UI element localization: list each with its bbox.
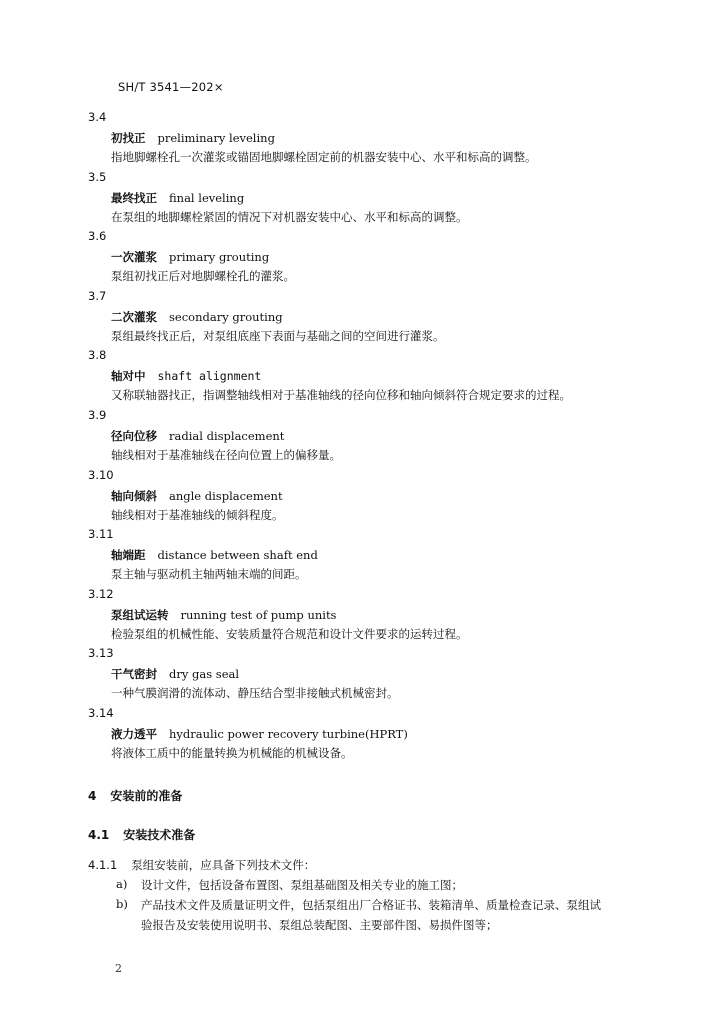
term-en: final leveling [169, 190, 245, 205]
term-number: 3.4 [88, 110, 107, 124]
term-en: distance between shaft end [157, 548, 318, 563]
term-entry [0, 468, 725, 528]
term-entry [0, 646, 725, 706]
term-entry [0, 527, 725, 587]
term-definition: 泵组初找正后对地脚螺栓孔的灌浆。 [111, 269, 295, 284]
term-entry [0, 170, 725, 230]
section-title: 安装前的准备 [110, 789, 183, 803]
term-en: preliminary leveling [157, 131, 275, 145]
term-entry [0, 289, 725, 349]
term-number: 3.13 [88, 646, 114, 661]
term-cn: 径向位移 [111, 428, 157, 443]
term-number: 3.8 [88, 348, 107, 363]
term-number: 3.11 [88, 527, 114, 542]
term-cn: 泵组试运转 [111, 607, 169, 622]
term-entry [0, 110, 725, 170]
term-definition: 轴线相对于基准轴线在径向位置上的偏移量。 [111, 447, 341, 462]
clause-text: 泵组安装前，应具备下列技术文件： [131, 858, 316, 872]
list-marker: a) [116, 877, 128, 891]
term-definition: 一种气膜润滑的流体动、静压结合型非接触式机械密封。 [111, 686, 399, 701]
term-cn: 干气密封 [111, 667, 157, 682]
term-cn: 轴对中 [111, 369, 146, 384]
term-definition: 又称联轴器找正，指调整轴线相对于基准轴线的径向位移和轴向倾斜符合规定要求的过程。 [111, 388, 571, 403]
term-en: secondary grouting [169, 309, 283, 324]
term-cn: 初找正 [111, 131, 146, 145]
term-definition: 将液体工质中的能量转换为机械能的机械设备。 [111, 745, 353, 760]
list-item-text: 产品技术文件及质量证明文件，包括泵组出厂合格证书、装箱清单、质量检查记录、泵组试 [141, 898, 601, 912]
term-entry [0, 706, 725, 766]
subsection-number: 4.1 [88, 828, 110, 842]
page-number: 2 [115, 962, 122, 975]
term-entry [0, 229, 725, 289]
subsection-heading [88, 826, 195, 843]
term-number: 3.6 [88, 229, 107, 244]
term-number: 3.10 [88, 467, 114, 482]
term-cn: 最终找正 [111, 190, 157, 205]
term-entry [0, 587, 725, 647]
term-number: 3.14 [88, 705, 114, 720]
term-en: radial displacement [169, 428, 285, 443]
term-en: shaft alignment [157, 369, 262, 384]
term-definition: 检验泵组的机械性能、安装质量符合规范和设计文件要求的运转过程。 [111, 626, 468, 641]
term-entry [0, 408, 725, 468]
list-item-text: 设计文件，包括设备布置图、泵组基础图及相关专业的施工图； [141, 878, 463, 892]
section-number: 4 [88, 789, 97, 803]
term-en: angle displacement [169, 488, 283, 503]
clause-number: 4.1.1 [88, 858, 118, 872]
term-entry [0, 348, 725, 408]
term-cn: 二次灌浆 [111, 309, 157, 324]
term-en: hydraulic power recovery turbine(HPRT) [169, 726, 408, 741]
term-cn: 轴端距 [111, 548, 146, 563]
term-cn: 轴向倾斜 [111, 488, 157, 503]
term-en: dry gas seal [169, 667, 240, 682]
list-marker: b) [116, 897, 128, 911]
term-definition: 在泵组的地脚螺栓紧固的情况下对机器安装中心、水平和标高的调整。 [111, 209, 468, 224]
term-list [0, 110, 725, 766]
term-number: 3.9 [88, 407, 107, 422]
clause-paragraph [88, 857, 315, 873]
term-cn: 液力透平 [111, 726, 157, 741]
list-item-continuation: 验报告及安装使用说明书、泵组总装配图、主要部件图、易损件图等； [141, 918, 498, 932]
term-number: 3.7 [88, 288, 107, 303]
term-definition: 泵组最终找正后，对泵组底座下表面与基础之间的空间进行灌浆。 [111, 328, 445, 343]
term-number: 3.12 [88, 586, 114, 601]
term-en: primary grouting [169, 250, 270, 265]
term-en: running test of pump units [180, 607, 337, 622]
term-definition: 轴线相对于基准轴线的倾斜程度。 [111, 507, 284, 522]
term-number: 3.5 [88, 169, 107, 184]
subsection-title: 安装技术准备 [123, 828, 196, 842]
standard-code-header: SH/T 3541—202× [118, 80, 224, 94]
term-definition: 指地脚螺栓孔一次灌浆或锚固地脚螺栓固定前的机器安装中心、水平和标高的调整。 [111, 150, 537, 164]
term-definition: 泵主轴与驱动机主轴两轴末端的间距。 [111, 567, 307, 582]
section-heading [88, 787, 182, 804]
term-cn: 一次灌浆 [111, 250, 157, 265]
